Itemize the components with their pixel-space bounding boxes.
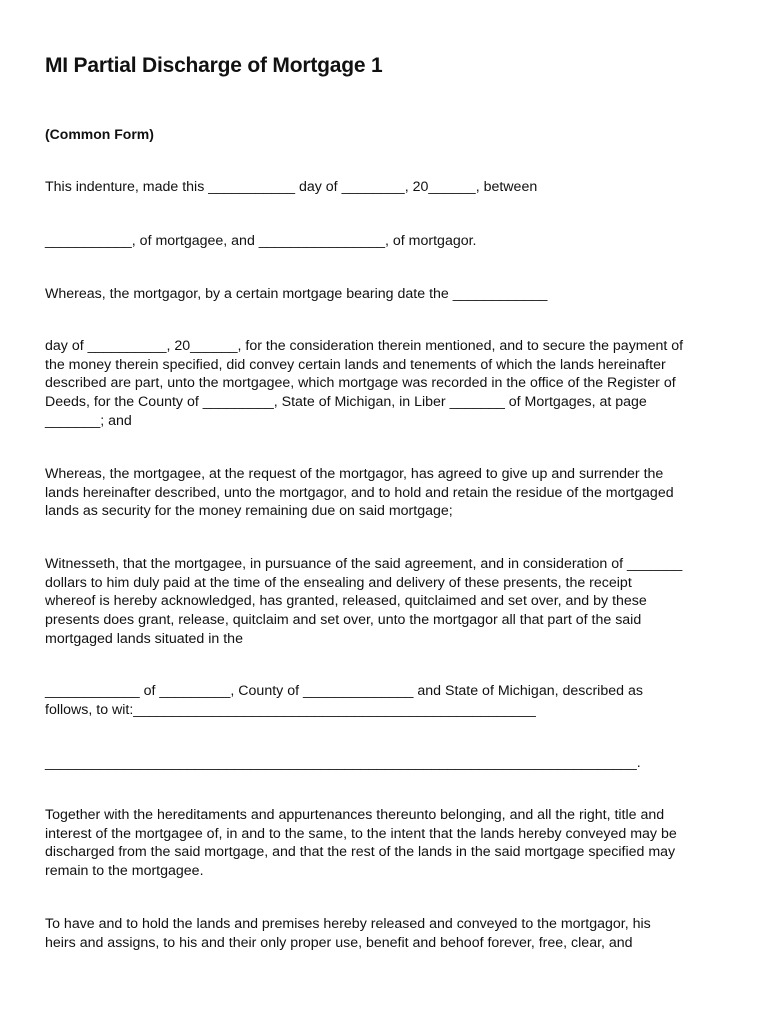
document-subtitle: (Common Form) bbox=[45, 126, 154, 142]
mortgage-recorded-paragraph: day of __________, 20______, for the consideration therein mentioned, and to secure the payment of the money therein specified, did convey certain lands and tenements of which the lands hereinafter described are part, unto the mortgagee, which mortgage was recorded in the office of the Register of Deeds, for the County of _________, State of Michigan, in Liber _______ of Mortgages, at page _______; and bbox=[45, 338, 684, 429]
together-paragraph: Together with the hereditaments and appurtenances thereunto belonging, and all the right, title and interest of the mortgagee of, in and to the same, to the intent that the lands hereby conveyed may be discharged from the said mortgage, and that the rest of the lands in the said mortgage specified may remain to the mortgagee. bbox=[45, 807, 677, 880]
to-have-and-to-hold-paragraph: To have and to hold the lands and premises hereby released and conveyed to the mortgagor, his heirs and assigns, to his and their only proper use, benefit and behoof forever, free, clear, and bbox=[45, 916, 651, 951]
document-title: MI Partial Discharge of Mortgage 1 bbox=[45, 54, 383, 77]
indenture-line: This indenture, made this ___________ day of ________, 20______, between bbox=[45, 179, 538, 195]
land-location-paragraph: ____________ of _________, County of ______________ and State of Michigan, described as follows, to wit:___________________________________________________ bbox=[45, 683, 643, 718]
witnesseth-paragraph: Witnesseth, that the mortgagee, in pursuance of the said agreement, and in consideration of _______ dollars to him duly paid at the time of the ensealing and delivery of these presents, the receipt whereof is hereby acknowledged, has granted, released, quitclaimed and set over, and by these presents does grant, release, quitclaim and set over, unto the mortgagor all that part of the said mortgaged lands situated in the bbox=[45, 556, 683, 647]
blank-description-line: ___________________________________________________________________________. bbox=[45, 755, 641, 771]
whereas-mortgagor-line: Whereas, the mortgagor, by a certain mortgage bearing date the ____________ bbox=[45, 286, 548, 302]
whereas-mortgagee-paragraph: Whereas, the mortgagee, at the request of the mortgagor, has agreed to give up and surrender the lands hereinafter described, unto the mortgagor, and to hold and retain the residue of the mortgaged lands as security for the money remaining due on said mortgage; bbox=[45, 466, 674, 520]
parties-line: ___________, of mortgagee, and ________________, of mortgagor. bbox=[45, 233, 477, 249]
